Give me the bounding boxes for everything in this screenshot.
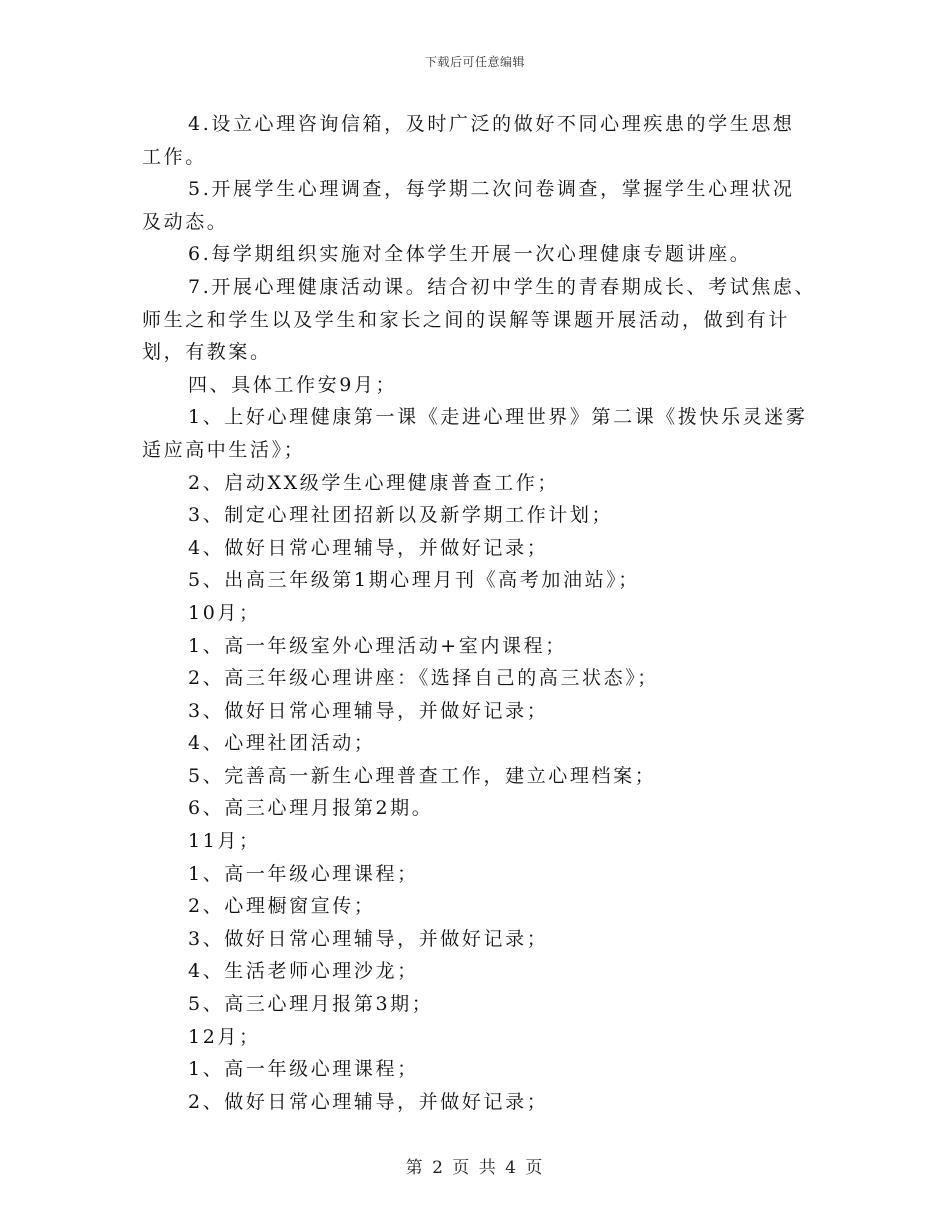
page-footer: 第 2 页 共 4 页	[405, 1158, 545, 1178]
text-line: 1、高一年级心理课程；	[188, 1058, 419, 1081]
text-line: 师生之和学生以及学生和家长之间的误解等课题开展活动，做到有计	[142, 308, 791, 331]
text-line: 3、做好日常心理辅导，并做好记录；	[188, 927, 549, 950]
text-line: 5、高三心理月报第3期；	[188, 993, 434, 1016]
text-line: 2、做好日常心理辅导，并做好记录；	[188, 1090, 549, 1113]
text-line: 4、生活老师心理沙龙；	[188, 960, 419, 983]
text-line: 5、出高三年级第1期心理月刊《高考加油站》；	[188, 569, 640, 592]
text-line: 2、高三年级心理讲座：《选择自己的高三状态》；	[188, 667, 659, 690]
text-line: 工作。	[142, 145, 207, 168]
text-line: 11月；	[188, 830, 261, 853]
text-line: 4.设立心理咨询信箱，及时广泛的做好不同心理疾患的学生思想	[188, 113, 795, 135]
text-line: 及动态。	[142, 210, 229, 233]
text-line: 划，有教案。	[142, 341, 272, 364]
text-line: 1、高一年级心理课程；	[188, 862, 419, 885]
text-line: 四、具体工作安9月；	[188, 373, 398, 396]
text-line: 5、完善高一新生心理普查工作，建立心理档案；	[188, 764, 657, 787]
text-line: 2、心理橱窗宣传；	[188, 895, 376, 918]
text-line: 6.每学期组织实施对全体学生开展一次心理健康专题讲座。	[188, 243, 752, 266]
text-line: 7.开展心理健康活动课。结合初中学生的青春期成长、考试焦虑、	[188, 275, 817, 298]
text-line: 3、制定心理社团招新以及新学期工作计划；	[188, 504, 614, 527]
text-line: 4、心理社团活动；	[188, 732, 376, 755]
text-line: 10月；	[188, 601, 261, 624]
text-line: 1、上好心理健康第一课《走进心理世界》第二课《拨快乐灵迷雾	[188, 406, 808, 429]
text-line: 5.开展学生心理调查，每学期二次问卷调查，掌握学生心理状况	[188, 178, 795, 201]
page-header: 下载后可任意编辑	[424, 55, 525, 69]
text-line: 6、高三心理月报第2期。	[188, 797, 434, 820]
document-body	[142, 108, 817, 1118]
text-line: 3、做好日常心理辅导，并做好记录；	[188, 699, 549, 722]
text-line: 4、做好日常心理辅导，并做好记录；	[188, 536, 549, 559]
text-line: 2、启动XX级学生心理健康普查工作；	[188, 471, 559, 494]
text-line: 12月；	[188, 1025, 261, 1048]
text-line: 1、高一年级室外心理活动+室内课程；	[188, 634, 567, 657]
text-line: 适应高中生活》；	[142, 438, 306, 461]
